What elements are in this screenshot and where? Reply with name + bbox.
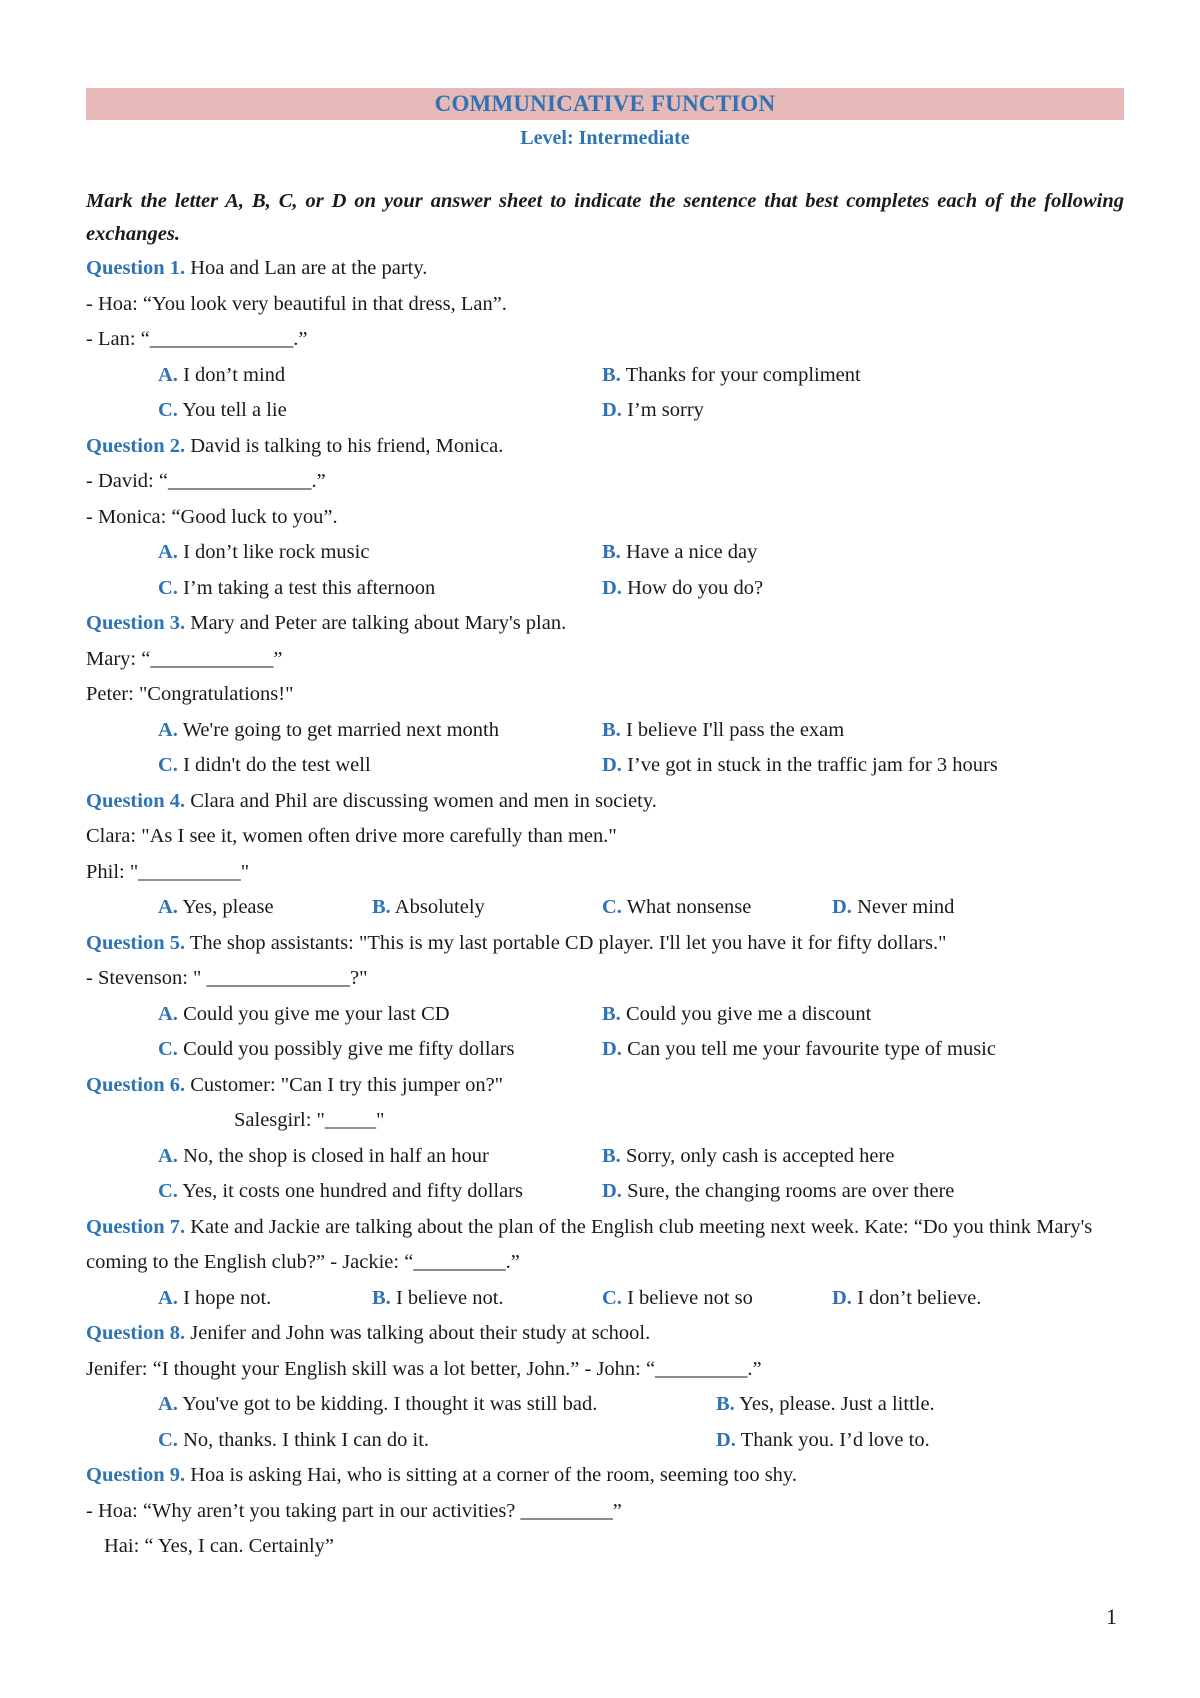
option-d: D. Thank you. I’d love to. [716,1428,930,1451]
question-9 [86,1458,1124,1565]
option-a: A. Could you give me your last CD [158,1002,450,1025]
option-c: C. You tell a lie [158,399,287,421]
dialogue-line: - Hoa: “You look very beautiful in that dress, Lan”. [86,292,507,315]
question-2 [86,429,1124,607]
question-prompt: Hoa is asking Hai, who is sitting at a corner of the room, seeming too shy. [185,1464,797,1486]
question-prompt: Mary and Peter are talking about Mary's plan. [185,612,567,634]
option-b: B. Could you give me a discount [602,1002,872,1025]
option-d: D. I don’t believe. [832,1286,982,1309]
question-3 [86,606,1124,784]
dialogue-line: - David: “______________.” [86,470,326,492]
dialogue-line: Peter: "Congratulations!" [86,683,294,705]
question-6 [86,1068,1124,1210]
question-7 [86,1210,1124,1317]
option-b: B. I believe not. [372,1286,504,1309]
option-b: B. I believe I'll pass the exam [602,718,845,741]
dialogue-line: - Monica: “Good luck to you”. [86,505,338,528]
option-c: C. I believe not so [602,1286,753,1309]
option-d: D. I’ve got in stuck in the traffic jam for 3 hours [602,754,998,776]
document-page [86,88,1124,1565]
level-subtitle: Level: Intermediate [520,127,690,149]
page-title: COMMUNICATIVE FUNCTION [86,88,1124,120]
option-d: D. Can you tell me your favourite type of music [602,1038,996,1060]
dialogue-line: - Stevenson: " ______________?" [86,967,368,989]
option-a: A. No, the shop is closed in half an hour [158,1144,489,1167]
question-1 [86,251,1124,429]
option-c: C. Yes, it costs one hundred and fifty dollars [158,1180,523,1202]
question-label: Question 2. [86,434,186,457]
option-d: D. How do you do? [602,576,764,599]
question-label: Question 3. [86,612,186,634]
question-prompt: Hoa and Lan are at the party. [185,257,428,279]
dialogue-line: Clara: "As I see it, women often drive more carefully than men." [86,825,617,847]
option-b: B. Sorry, only cash is accepted here [602,1144,895,1167]
question-prompt: Clara and Phil are discussing women and men in society. [185,789,657,812]
page-number: 1 [1106,1604,1117,1629]
question-label: Question 1. [86,257,186,279]
option-d: D. Sure, the changing rooms are over there [602,1180,955,1202]
question-label: Question 4. [86,789,186,812]
dialogue-line: - Lan: “______________.” [86,328,308,350]
dialogue-line: - Hoa: “Why aren’t you taking part in our activities? _________” [86,1499,622,1522]
option-c: C. I didn't do the test well [158,754,371,776]
instructions: Mark the letter A, B, C, or D on your answer sheet to indicate the sentence that best completes each of the following exchanges. [86,190,1124,245]
question-prompt: David is talking to his friend, Monica. [185,434,504,457]
option-a: A. I don’t mind [158,363,286,386]
question-prompt: Customer: "Can I try this jumper on?" [185,1073,504,1096]
option-a: A. I don’t like rock music [158,541,370,563]
dialogue-line: Mary: “____________” [86,647,283,670]
option-c: C. Could you possibly give me fifty dollars [158,1038,515,1060]
question-4 [86,784,1124,926]
option-d: D. I’m sorry [602,399,704,421]
option-a: A. You've got to be kidding. I thought it was still bad. [158,1393,598,1415]
option-b: B. Thanks for your compliment [602,363,861,386]
option-c: C. No, thanks. I think I can do it. [158,1428,430,1451]
option-a: A. Yes, please [158,896,274,918]
option-c: C. What nonsense [602,896,752,918]
option-a: A. I hope not. [158,1286,272,1309]
question-prompt: Kate and Jackie are talking about the plan of the English club meeting next week. Kate: “Do you think Mary's coming to the English club?” - Jackie: “_________.” [86,1215,1093,1273]
question-label: Question 7. [86,1215,186,1238]
question-prompt: Jenifer and John was talking about their study at school. [185,1322,651,1344]
question-5 [86,926,1124,1068]
option-b: B. Have a nice day [602,541,758,563]
question-8 [86,1316,1124,1458]
dialogue-line: Hai: “ Yes, I can. Certainly” [104,1535,334,1557]
option-d: D. Never mind [832,896,955,918]
option-b: B. Yes, please. Just a little. [716,1393,935,1415]
option-b: B. Absolutely [372,896,485,918]
question-label: Question 6. [86,1073,186,1096]
question-label: Question 5. [86,931,186,954]
dialogue-line: Phil: "__________" [86,860,250,883]
dialogue-line: Salesgirl: "_____" [234,1109,385,1131]
option-a: A. We're going to get married next month [158,718,499,741]
option-c: C. I’m taking a test this afternoon [158,576,436,599]
dialogue-line: Jenifer: “I thought your English skill was a lot better, John.” - John: “_________.” [86,1357,762,1380]
question-prompt: The shop assistants: "This is my last portable CD player. I'll let you have it for fifty dollars." [185,931,947,954]
question-label: Question 9. [86,1464,186,1486]
question-label: Question 8. [86,1322,186,1344]
